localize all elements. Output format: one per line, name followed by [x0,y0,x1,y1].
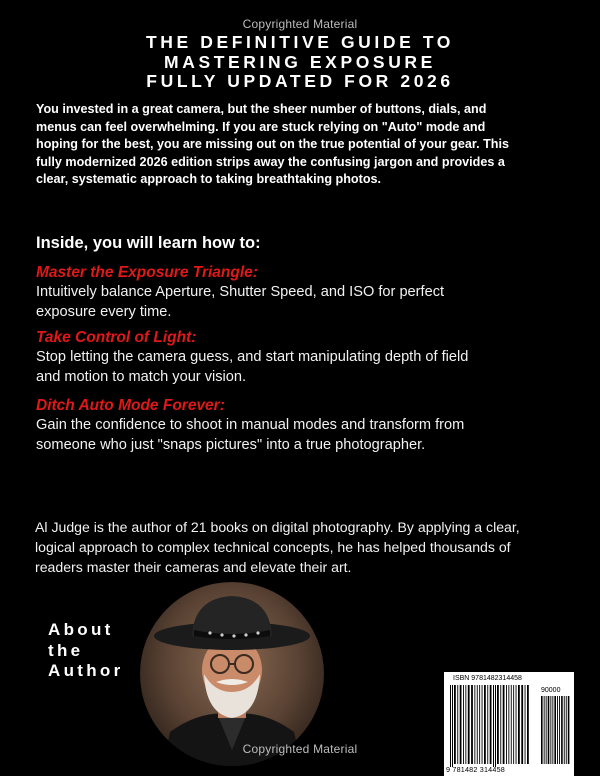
learn-heading: Inside, you will learn how to: [36,234,261,252]
title-line: MASTERING EXPOSURE [164,51,436,72]
bio-line: readers master their cameras and elevate their art. [35,559,352,575]
copyright-watermark-bottom: Copyrighted Material [242,742,358,756]
point-title-exposure-triangle: Master the Exposure Triangle: [36,264,258,281]
barcode-bars [444,672,574,776]
title-line: FULLY UPDATED FOR 2026 [146,71,454,91]
bio-line: Al Judge is the author of 21 books on digital photography. By applying a clear, [35,519,520,535]
point-body-line: Stop letting the camera guess, and start manipulating depth of field [36,349,469,365]
intro-line: clear, systematic approach to taking breathtaking photos. [36,172,382,186]
barcode-digits: 9 781482 314458 [446,765,505,774]
point-title-control-light: Take Control of Light: [36,329,197,346]
copyright-watermark-top: Copyrighted Material [242,17,358,31]
intro-line: fully modernized 2026 edition strips away the confusing jargon and provides a [36,154,505,169]
point-body-line: exposure every time. [36,304,172,320]
point-body-line: Gain the confidence to shoot in manual modes and transform from [36,417,465,433]
intro-line: hoping for the best, you are missing out on the true potential of your gear. This [36,137,509,151]
cover-title [0,33,600,92]
bio-line: logical approach to complex technical concepts, he has helped thousands of [35,539,511,555]
title-line: THE DEFINITIVE GUIDE TO [145,32,455,52]
point-body-line: and motion to match your vision. [36,369,247,385]
point-body-line: someone who just "snaps pictures" into a true photographer. [36,437,426,453]
isbn-label: ISBN 9781482314458 [453,675,522,682]
point-body-ditch-auto [36,415,556,455]
intro-line: menus can feel overwhelming. If you are stuck relying on "Auto" mode and [36,119,486,134]
about-line: About [48,620,114,639]
isbn-barcode [444,672,574,776]
intro-line: You invested in a great camera, but the sheer number of buttons, dials, and [36,102,487,116]
point-body-line: Intuitively balance Aperture, Shutter Speed, and ISO for perfect [36,284,445,300]
intro-paragraph [36,101,576,189]
author-bio [35,517,575,577]
about-the-author-label [48,620,124,682]
point-title-ditch-auto: Ditch Auto Mode Forever: [36,397,225,414]
about-line: Author [48,661,124,680]
barcode-price-code: 90000 [541,687,561,694]
about-line: the [48,640,84,660]
point-body-exposure-triangle [36,282,556,322]
point-body-control-light [36,347,556,387]
